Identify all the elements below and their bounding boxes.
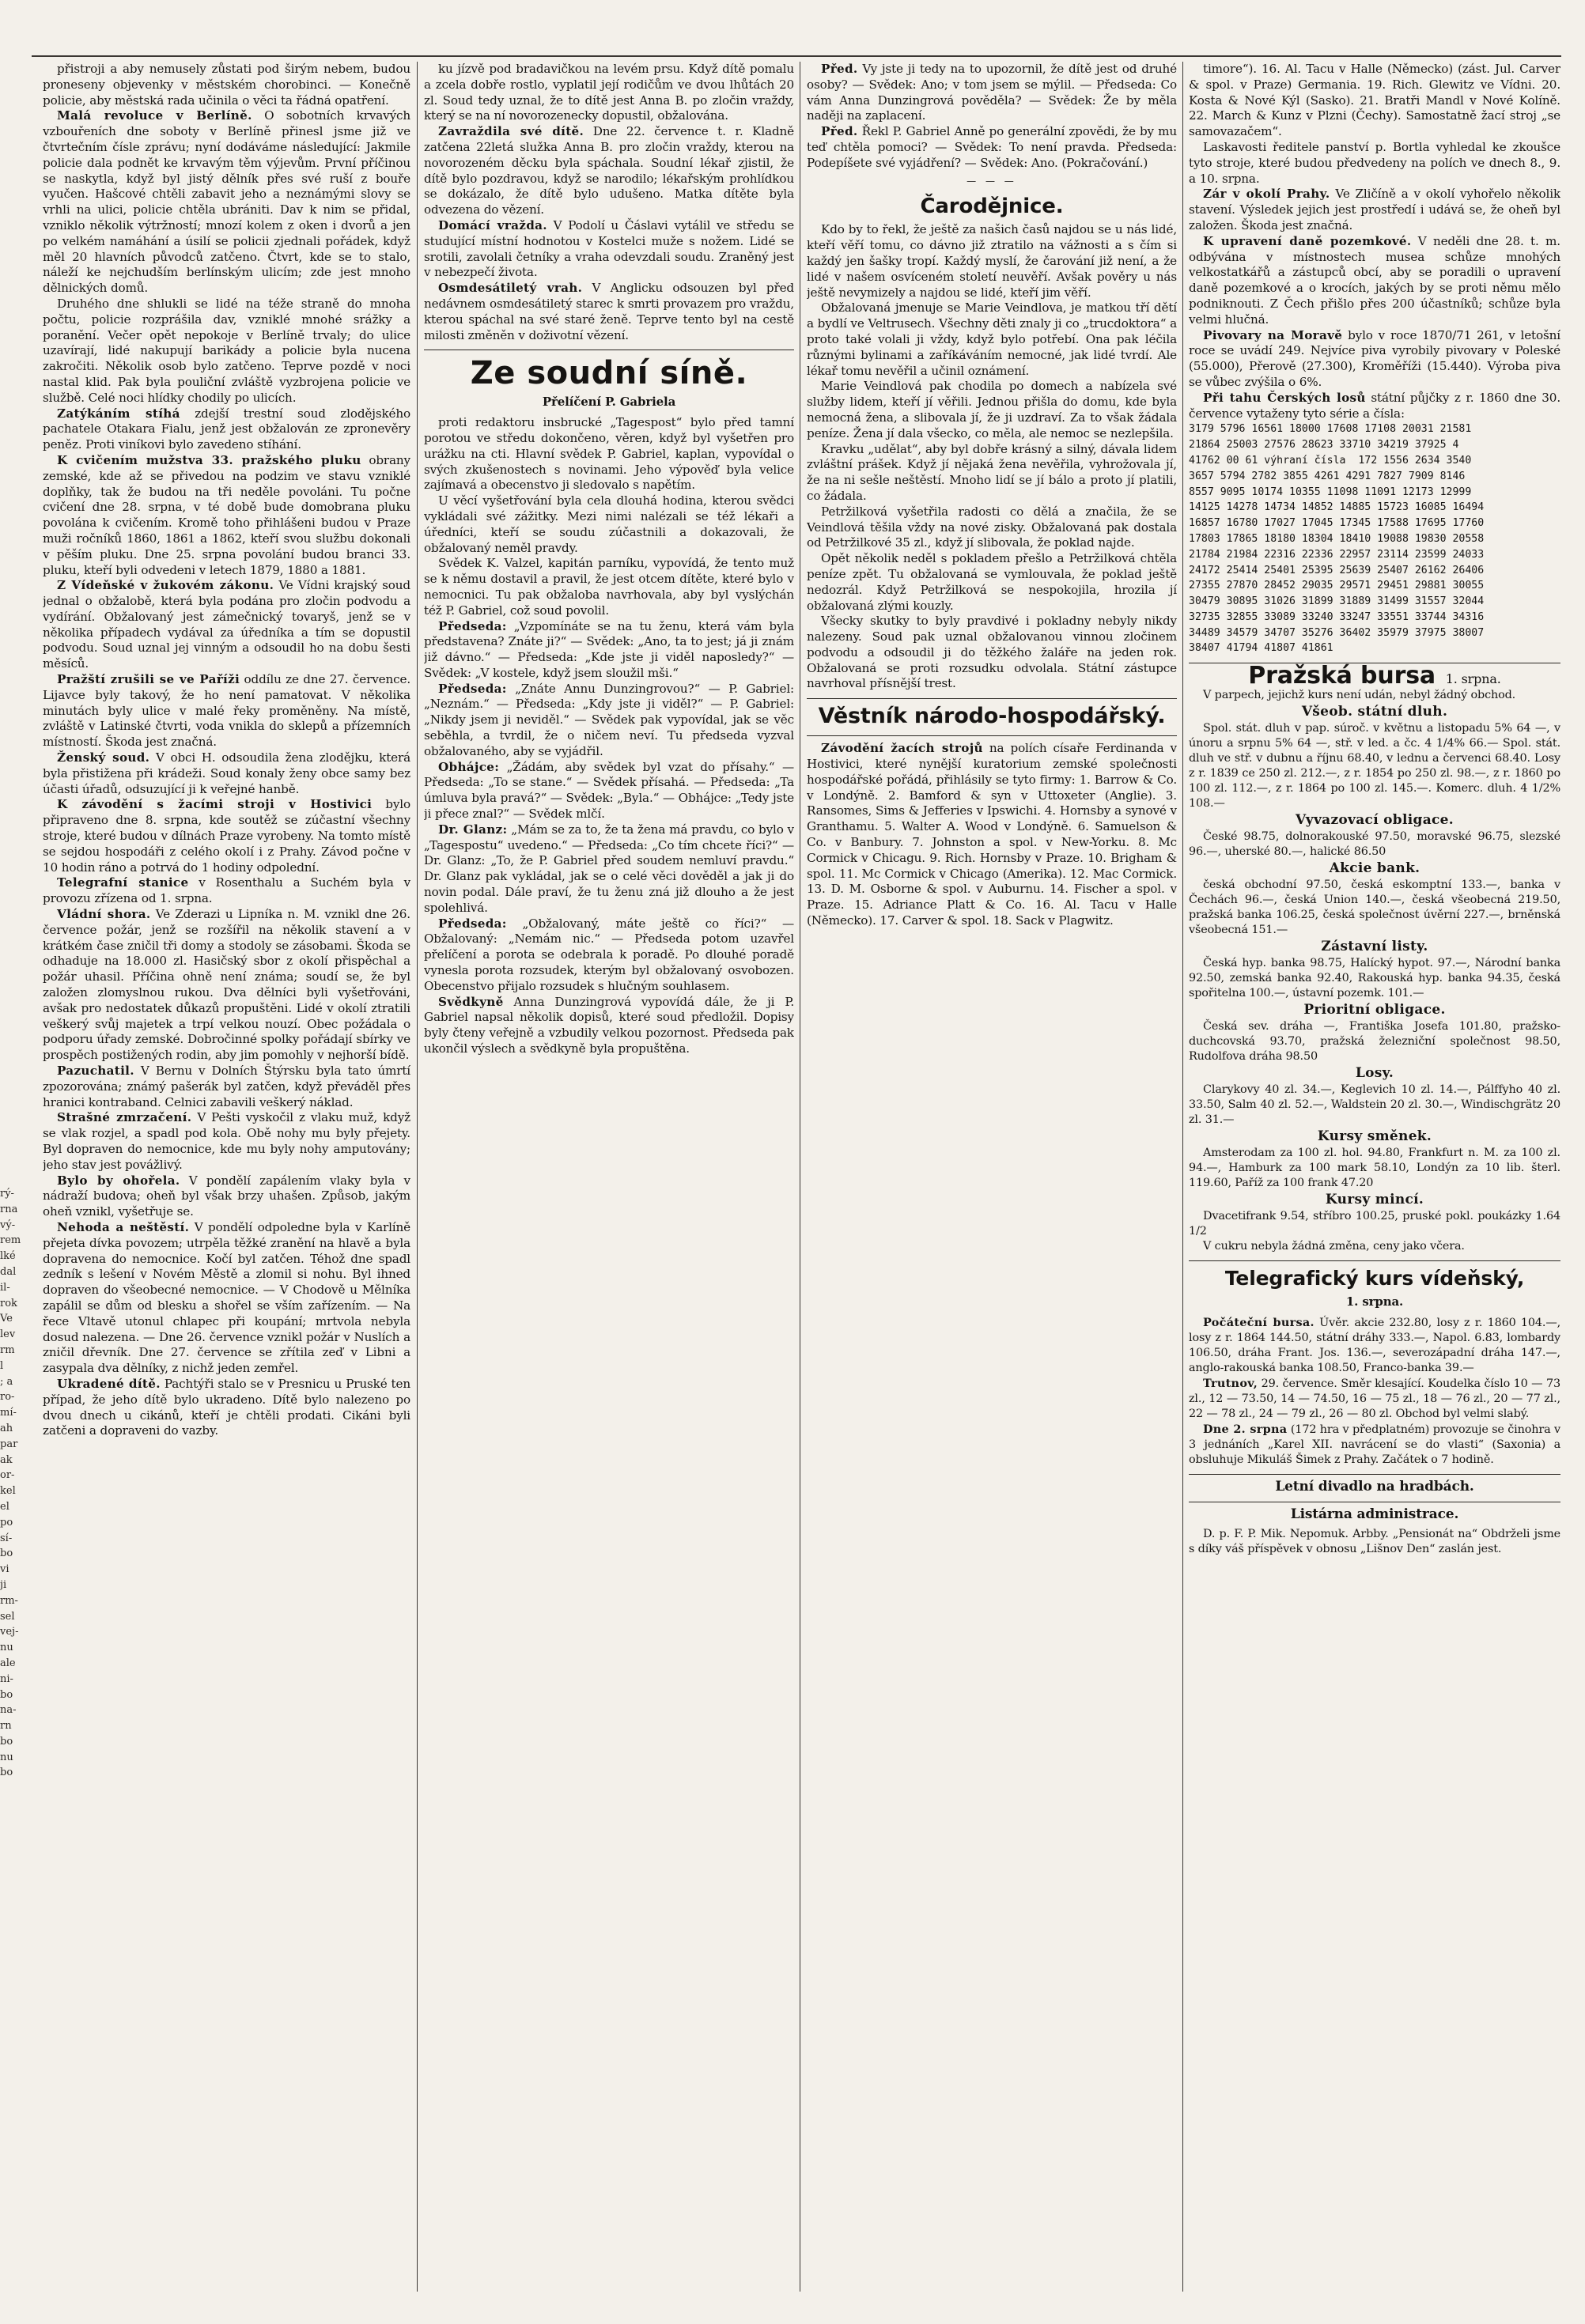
paragraph-text: Ve Zličíně a v okolí vyhořelo několik stavení. Výsledek jejich jest prostředí i udává se, že oheň byl založen. Škoda jest značná. <box>1189 187 1560 232</box>
paragraph-keyword: Dr. Glanz: <box>438 822 508 837</box>
section-rule <box>807 735 1177 736</box>
theatre-heading: Letní divadlo na hradbách. <box>1275 1478 1474 1495</box>
news-paragraph <box>424 218 794 281</box>
news-paragraph <box>807 614 1177 692</box>
bursa-section-text: Česká sev. dráha —, Františka Josefa 101.80, pražsko-duchcovská 93.70, pražská železniční společnost 98.50, Rudolfova dráha 98.50 <box>1189 1020 1560 1064</box>
court-heading: Ze soudní síně. <box>470 355 748 392</box>
paragraph-keyword: Předseda: <box>438 618 507 633</box>
news-paragraph <box>43 62 410 108</box>
news-paragraph <box>807 551 1177 614</box>
paragraph-keyword: Závodění žacích strojů <box>821 741 983 756</box>
news-paragraph <box>424 760 794 822</box>
bursa-section-text: Clarykovy 40 zl. 34.—, Keglevich 10 zl. 14.—, Pálffyho 40 zl. 33.50, Salm 40 zl. 52.—, Waldstein 20 zl. 30.—, Windischgrätz 20 zl. 31.— <box>1189 1083 1560 1127</box>
paragraph-text: „Žádám, aby svědek byl vzat do přísahy.“ — Předseda: „To se stane.“ — Svědek přísahá. — Předseda: „Ta úmluva byla pravá?“ — Svědek: „Byla.“ — Obhájce: „Tedy jste ji přece znal?“ — Svědek mlčí. <box>424 759 794 822</box>
paragraph-text: proti redaktoru insbrucké „Tagespost“ bylo před tamní porotou ve středu dokončeno, věren, když byl vyšetřen pro urážku na cti. Hlavní svědek P. Gabriel, kaplan, vypovídal o svých zkušenostech s novinami. Jeho výpověď byla velice zajímavá a obecenstvo ji sledovalo s napětím. <box>424 415 794 493</box>
section-rule <box>1189 1260 1560 1261</box>
economy-article <box>807 741 1177 929</box>
news-paragraph <box>807 504 1177 551</box>
news-paragraph <box>43 875 410 907</box>
economy-heading: Věstník národo-hospodářský. <box>818 704 1166 729</box>
paragraph-keyword: Před. <box>821 124 858 139</box>
news-paragraph <box>43 1110 410 1173</box>
news-paragraph <box>43 797 410 875</box>
bursa-section-title: Akcie bank. <box>1329 860 1420 877</box>
paragraph-keyword: Pražští zrušili se ve Paříži <box>57 672 240 687</box>
news-paragraph <box>43 672 410 750</box>
news-paragraph <box>43 1220 410 1377</box>
bursa-title-row <box>1189 662 1560 690</box>
bursa-section-title: Všeob. státní dluh. <box>1301 704 1448 720</box>
paragraph-text: V Podolí u Čáslavi vytálil ve středu se studující místní hodnotou v Kostelci muže s nožem. Lidé se srotili, zavolali četníky a vraha odevzdali soudu. Zraněný jest v nebezpečí života. <box>424 217 794 280</box>
paragraph-text: Úvěr. akcie 232.80, losy z r. 1860 104.—, losy z r. 1864 144.50, státní dráhy 333.—, Napol. 6.83, lombardy 106.50, dráha Frant. Jos. 136.—, severozápadní dráha 147.—, anglo-rakouská banka 108.50, Franco-banka 39.— <box>1189 1316 1560 1374</box>
paragraph-keyword: Pazuchatil. <box>57 1064 134 1078</box>
news-paragraph <box>1189 328 1560 391</box>
paragraph-keyword: Zatýkáním stíhá <box>57 406 180 421</box>
news-paragraph <box>424 62 794 124</box>
paragraph-keyword: Telegrafní stanice <box>57 875 189 890</box>
news-paragraph <box>43 1173 410 1220</box>
news-paragraph <box>43 297 410 406</box>
paragraph-keyword: Trutnov, <box>1203 1376 1258 1390</box>
paragraph-text: na polích císaře Ferdinanda v Hostivici, které nynější kuratorium zemské společnosti hospodářské pořádá, přihlásily se tyto firmy: 1. Barrow & Co. v Londýně. 2. Bamford & syn v Uttoxeter (Anglie). 3. Ransomes, Sims & Jefferies v Ipswichi. 4. Hornsby a synové v Granthamu. 5. Walter A. Wood v Londýně. 6. Samuelson & Co. v Banbury. 7. Johnston a spol. v New-Yorku. 8. Mc Cormick v Chicagu. 9. Rich. Hornsby v Praze. 10. Brigham & spol. 11. Mc Cormick v Chicago (Amerika). 12. Mac Cormick. 13. D. M. Osborne & spol. v Auburnu. 14. Fischer a spol. v Praze. 15. Adriance Platt & Co. 16. Al. Tacu v Halle (Německo). 17. Carver & spol. 18. Sack v Plagwitz. <box>807 741 1177 928</box>
paragraph-text: Ve Zderazi u Lipníka n. M. vznikl dne 26. července požár, jenž se rozšířil na několik stavení a v krátkém čase zničil tři domy a stodoly se zásobami. Škoda se odhaduje na 18.000 zl. Hasičský sbor z okolí přispěchal a požár uhasil. Příčina ohně není známa; soudí se, že byl založen zlomyslnou rukou. Dva dělníci byli vyšetřováni, avšak pro nedostatek důkazů propuštěni. Lidé v okolí ztratili veškerý svůj majetek a trpí velkou nouzí. Obec požádala o podporu úřady zemské. Dobročinné spolky pořádají sbírky ve prospěch postižených rodin, aby jim pomohly v nejhorší bídě. <box>43 907 410 1063</box>
news-paragraph <box>807 379 1177 441</box>
paragraph-text: ku jízvě pod bradavičkou na levém prsu. Když dítě pomalu a zcela dobře rostlo, vyplatil její rodičům ve dvou lhůtách 20 zl. Soud tedy uznal, že to dítě jest Anna B. po zločin vraždy, který se na ní novorozenecky dopustil, obžalována. <box>424 62 794 123</box>
section-rule <box>807 698 1177 699</box>
column-rule-1 <box>417 62 418 2292</box>
news-paragraph <box>43 108 410 297</box>
paragraph-text: Druhého dne shlukli se lidé na téže straně do mnoha počtu, policie rozprášila dav, vzniklé mnohé srážky a poranění. Večer opět nepokoje v Berlíně trvaly; do ulice uzavírají, lidé nakupují barikády a policie byla nucena zakročiti. Několik osob bylo zatčeno. Teprve pozdě v noci nastal klid. Pak byla pouliční zvláště vyzbrojena policie ve službě. Celé noci hlídky chodily po ulicích. <box>43 296 410 405</box>
paragraph-keyword: Malá revoluce v Berlíně. <box>57 108 252 123</box>
paragraph-keyword: Svědkyně <box>438 994 504 1009</box>
paragraph-keyword: Při tahu Čerských losů <box>1203 390 1366 405</box>
paragraph-text: V Pešti vyskočil z vlaku muž, když se vlak rozjel, a spadl pod kola. Obě nohy mu byly přejety. Byl dopraven do nemocnice, kde mu byly nohy amputovány; jeho stav jest povážlivý. <box>43 1110 410 1172</box>
paragraph-text: V Bernu v Dolních Štýrsku byla tato úmrtí zpozorována; známý pašerák byl zatčen, když převáděl přes hranici kontraband. Celnici zabavili veškerý náklad. <box>43 1064 410 1109</box>
paragraph-text: Vy jste ji tedy na to upozornil, že dítě jest od druhé osoby? — Svědek: Ano; v tom jsem se mýlil. — Předseda: Co vám Anna Dunzingrová pověděla? — Svědek: Že by měla naději na zaplacení. <box>807 62 1177 123</box>
news-paragraph <box>1189 1315 1560 1376</box>
column-3 <box>807 62 1177 2292</box>
news-paragraph <box>424 493 794 556</box>
news-paragraph <box>424 619 794 682</box>
paragraph-keyword: Osmdesátiletý vrah. <box>438 281 583 296</box>
paragraph-keyword: Předseda: <box>438 916 507 931</box>
news-paragraph <box>807 222 1177 300</box>
lottery-numbers: 3179 5796 16561 18000 17608 17108 20031 21581 21864 25003 27576 28623 33710 34219 37925 4 41762 00 61 výhraní čísla 172 1556 2634 3540 3657 5794 2782 3855 4261 4291 7827 7909 8146 8557 9095 10174 10355 11098 11091 12173 12999 14125 14278 14734 14852 14885 15723 16085 16494 16857 16780 17027 17045 17345 17588 17695 17760 17803 17865 18180 18304 18410 19088 19830 20558 21784 21984 22316 22336 22957 23114 23599 24033 24172 25414 25401 25395 25639 25407 26162 26406 27355 27870 28452 29035 29571 29451 29881 30055 30479 30895 31026 31899 31889 31499 31557 32044 32735 32855 33089 33240 33247 33551 33744 34316 34489 34579 34707 35276 36402 35979 37975 38007 38407 41794 41807 41861 <box>1189 423 1485 655</box>
news-paragraph <box>424 995 794 1057</box>
telegraph-heading: Telegrafický kurs vídeňský, <box>1224 1267 1525 1290</box>
paragraph-keyword: Předseda: <box>438 681 507 696</box>
bursa-listing <box>1189 705 1560 1239</box>
paragraph-keyword: K upravení daně pozemkové. <box>1203 233 1412 248</box>
news-paragraph <box>43 453 410 578</box>
paragraph-keyword: Počáteční bursa. <box>1203 1315 1315 1329</box>
paragraph-keyword: Pivovary na Moravě <box>1203 327 1343 342</box>
section-rule <box>1189 1474 1560 1475</box>
paragraph-text: 29. července. Směr klesající. Koudelka číslo 10 — 73 zl., 12 — 73.50, 14 — 74.50, 16 — 75 zl., 18 — 76 zl., 20 — 77 zl., 22 — 78 zl., 24 — 79 zl., 26 — 80 zl. Obchod byl velmi slabý. <box>1189 1377 1560 1420</box>
paragraph-text: Kravku „udělat“, aby byl dobře krásný a silný, dávala lidem zvláštní prášek. Když jí nějaká žena nevěřila, vyhrožovala jí, že na ni sešle neštěstí. Mnoho lidí se jí bálo a proto jí platili, co žádala. <box>807 441 1177 503</box>
paragraph-text: v Rosenthalu a Suchém byla v provozu zřízena od 1. srpna. <box>43 875 410 906</box>
bursa-section-title: Losy. <box>1355 1065 1394 1082</box>
paragraph-text: „Mám se za to, že ta žena má pravdu, co bylo v „Tagespostu“ uvedeno.“ — Předseda: „Co tím chcete říci?“ — Dr. Glanz: „To, že P. Gabriel před soudem nemluví pravdu.“ Dr. Glanz pak vykládal, jak se o celé věci dověděl a jak ji do novin podal. Dále praví, že tu ženu zná již dlouho a že jest spolehlivá. <box>424 822 794 915</box>
paragraph-keyword: Ženský soud. <box>57 750 150 765</box>
news-paragraph <box>43 1064 410 1110</box>
news-paragraph <box>1189 1422 1560 1468</box>
news-paragraph <box>424 822 794 916</box>
admin-heading: Listárna administrace. <box>1290 1506 1459 1522</box>
paragraph-keyword: Nehoda a neštěstí. <box>57 1219 190 1234</box>
bursa-section-text: Dvacetifrank 9.54, stříbro 100.25, pruské pokl. poukázky 1.64 1/2 <box>1189 1210 1560 1238</box>
bursa-date: 1. srpna. <box>1445 671 1501 687</box>
column-2-news <box>424 62 794 343</box>
paragraph-text: Svědek K. Valzel, kapitán parníku, vypovídá, že tento muž se k němu dostavil a pravil, že jest otcem dítěte, které bylo v nemocnici. Tu pak obžaloba navrhovala, aby byl vyslýchán též P. Gabriel, což soud povolil. <box>424 556 794 618</box>
paragraph-text: Anna Dunzingrová vypovídá dále, že ji P. Gabriel napsal několik dopisů, které soud předložil. Dopisy byly čteny veřejně a vzbudily velkou pozornost. Předseda pak ukončil výslech a svědkyně byla propuštěna. <box>424 994 794 1056</box>
news-paragraph <box>807 300 1177 379</box>
news-paragraph <box>424 916 794 995</box>
news-paragraph <box>43 907 410 1064</box>
paragraph-text: Kdo by to řekl, že ještě za našich časů najdou se u nás lidé, kteří věří tomu, co dávno již ztratilo na vážnosti a s čím si každý jen šašky tropí. Každý myslí, že čarování již není, a že lidé v našem osvíceném století neuvěří. Avšak pověry u nás ještě nevymizely a najdou se lidé, kteří jim věří. <box>807 222 1177 300</box>
bursa-section-text: Amsterodam za 100 zl. hol. 94.80, Frankfurt n. M. za 100 zl. 94.—, Hamburk za 100 mark 58.10, Londýn za 10 lib. šterl. 119.60, Paříž za 100 frank 47.20 <box>1189 1147 1560 1190</box>
paragraph-text: oddílu ze dne 27. července. Lijavce byly takový, že ho není pamatovat. V několika minutách byly ulice v malé řeky proměněny. Na místě, zvláště v Latinské čtvrti, voda vnikla do sklepů a přízemních místností. Škoda jest značná. <box>43 672 410 750</box>
paragraph-text: přistroji a aby nemusely zůstati pod širým nebem, budou proneseny objevenky v městském chorobinci. — Konečně policie, aby městská rada učinila o věci ta řádná opatření. <box>43 62 410 108</box>
court-subheading: Přelíčení P. Gabriela <box>542 395 676 410</box>
paragraph-keyword: Obhájce: <box>438 759 500 774</box>
paragraph-text: O sobotních krvavých vzbouřeních dne soboty v Berlíně přinesl jsme již ve čtvrtečním čísle zprávu; nyní dodáváme následující: Jakmile policie dala podnět ke krvavým těm výjevům. První příčinou se naskytla, když byl jistý dělník přes své ruší z bouře vyučen. Hašcové chtěli zabavit jeho a neznámými slovy se vrhli na ulici, policie chtěla ubrániti. Dav k nim se přidal, vzniklo několik výtržností; mnozí kolem z oken i dvorů a jen po velkém namáhání a úsilí se policii zjednali pořádek, když měl 20 hlavních původců zatčeno. Čtvrt, kde se to stalo, náleží ke nejchudším berlínským ulicím; zde jest mnoho dělnických domů. <box>43 108 410 296</box>
paragraph-text: bylo připraveno dne 8. srpna, kde soutěž se zúčastní všechny stroje, které budou v dílnách Praze vyrobeny. Na tomto místě se sejdou hospodáři z celého okolí i z Prahy. Závod počne v 10 hodin ráno a potrvá do 1 hodiny odpolední. <box>43 797 410 875</box>
news-paragraph <box>43 578 410 672</box>
paragraph-keyword: Bylo by ohořela. <box>57 1173 180 1188</box>
paragraph-text: V neděli dne 28. t. m. odbývána v místnostech musea schůze mnohých velkostatkářů a zástupců obcí, aby se poradili o upravení daně pozemkové a o krocích, jakých by se proti němu mělo podniknouti. Z Čech přišlo přes 200 účastníků; schůze byla velmi hlučná. <box>1189 233 1560 327</box>
admin-text: D. p. F. P. Mik. Nepomuk. Arbby. „Pensionát na“ Obdrželi jsme s díky váš příspěvek v obnosu „Lišnov Den“ zaslán jest. <box>1189 1528 1560 1556</box>
telegraph-article <box>1189 1315 1560 1468</box>
bursa-intro: V parpech, jejichž kurs není udán, nebyl žádný obchod. <box>1203 689 1516 702</box>
news-paragraph <box>1189 187 1560 233</box>
paragraph-text: timore“). 16. Al. Tacu v Halle (Německo) (zást. Jul. Carver & spol. v Praze) Germania. 19. Rich. Glewitz ve Vídni. 20. Kosta & Nové Kýl (Sasko). 21. Bratři Mandl v Nové Kolíně. 22. March & Kunz v Plzni (Čechy). Samostatně žací stroj „se samovazačem“. <box>1189 62 1560 139</box>
bursa-section-text: České 98.75, dolnorakouské 97.50, moravské 96.75, slezské 96.—, uherské 80.—, halické 86.50 <box>1189 830 1560 859</box>
news-paragraph <box>424 556 794 618</box>
news-paragraph <box>1189 234 1560 328</box>
paragraph-text: V obci H. odsoudila žena zlodějku, která byla přistižena při krádeži. Soud konaly ženy obce samy bez účasti úřadů, odsuzující ji k veřejné hanbě. <box>43 750 410 796</box>
news-paragraph <box>424 124 794 218</box>
news-paragraph <box>1189 62 1560 140</box>
witch-article <box>807 222 1177 692</box>
paragraph-keyword: Domácí vražda. <box>438 217 547 232</box>
paragraph-text: zdejší trestní soud zlodějského pachatele Otakara Fialu, jenž jest obžalován ze zpronevěry peněz. Proti viníkovi bylo zavedeno stíhání. <box>43 406 410 452</box>
bursa-section-text: Česká hyp. banka 98.75, Halícký hypot. 97.—, Národní banka 92.50, zemská banka 92.40, Rakouská hyp. banka 94.35, česká spořitelna 100.—, ústavní pozemk. 101.— <box>1189 957 1560 1000</box>
column-1 <box>43 62 410 2292</box>
paragraph-keyword: Zár v okolí Prahy. <box>1203 187 1330 202</box>
bursa-section-text: Spol. stát. dluh v pap. súroč. v květnu a listopadu 5% 64 —, v únoru a srpnu 5% 64 —, stř. v led. a čc. 4 1/4% 66.— Spol. stát. dluh ve stř. v dubnu a říjnu 68.40, v lednu a červenci 68.40. Losy z r. 1839 ce 250 zl. 212.—, z r. 1854 po 250 zl. 98.—, z r. 1860 po 100 zl. 112.—, z r. 1864 po 100 zl. 145.—. Komerc. dluh. 4 1/2% 108.— <box>1189 722 1560 811</box>
news-paragraph <box>424 682 794 760</box>
paragraph-text: Petržilková vyšetřila radosti co dělá a značila, že se Veindlová těšila vždy na nové zisky. Obžalovaná pak dostala od Petržilkové 35 zl., když jí slibovala, že poklad najde. <box>807 504 1177 550</box>
news-paragraph <box>807 124 1177 171</box>
paragraph-text: V Anglicku odsouzen byl před nedávnem osmdesátiletý starec k smrti provazem pro vraždu, kterou spáchal na své staré ženě. Teprve tento byl na cestě milosti změněn v doživotní vězení. <box>424 281 794 342</box>
paragraph-text: „Vzpomínáte se na tu ženu, která vám byla představena? Znáte ji?“ — Svědek: „Ano, ta to jest; já ji znám již dávno.“ — Předseda: „Kde jste ji viděl naposledy?“ — Svědek: „V kostele, když jsem sloužil mši.“ <box>424 618 794 680</box>
paragraph-keyword: Z Vídeňské v žukovém zákonu. <box>57 578 274 593</box>
paragraph-keyword: Dne 2. srpna <box>1203 1422 1288 1436</box>
news-paragraph <box>424 415 794 493</box>
paragraph-keyword: Zavraždila své dítě. <box>438 124 584 139</box>
paragraph-text: „Obžalovaný, máte ještě co říci?“ — Obžalovaný: „Nemám nic.“ — Předseda potom uzavřel přelíčení a porota se odebrala k poradě. Po dlouhé poradě vynesla porota rozsudek, kterým byl obžalovaný osvobozen. Obecenstvo přijalo rozsudek s hlučným souhlasem. <box>424 916 794 993</box>
paragraph-text: U věcí vyšetřování byla cela dlouhá hodina, kterou svědci vykládali své zážitky. Mezi nimi nalézali se též lékaři a úředníci, kteří se soudu zúčastnili a dokazovali, že obžalovaný neměl pravdy. <box>424 493 794 555</box>
news-paragraph <box>43 406 410 453</box>
paragraph-text: (172 hra v předplatném) provozuje se činohra v 3 jednáních „Karel XII. navrácení se do vlasti“ (Saxonia) a obsluhuje Mikuláš Šimek z Prahy. Začátek o 7 hodině. <box>1189 1423 1560 1466</box>
news-paragraph <box>1189 140 1560 187</box>
bursa-note: V cukru nebyla žádná změna, ceny jako včera. <box>1203 1240 1465 1253</box>
top-rule <box>32 55 1561 57</box>
paragraph-text: „Znáte Annu Dunzingrovou?“ — P. Gabriel: „Neznám.“ — Předseda: „Kdy jste ji viděl?“ — P. Gabriel: „Nikdy jsem ji neviděl.“ — Svědek pak vypovídal, jak se věc seběhla, a tvrdil, že o ničem neví. Tu předseda vyzval obžalovaného, aby se vyjádřil. <box>424 681 794 758</box>
paragraph-text: Všecky skutky to byly pravdivé i pokladny nebyly nikdy nalezeny. Soud pak uznal obžalovanou vinnou zločinem podvodu a odsoudil ji do těžkého žaláře na jeden rok. Obžalovaná se proti rozsudku odvolala. Státní zástupce navrhoval přísnější trest. <box>807 614 1177 691</box>
news-paragraph <box>424 281 794 343</box>
news-paragraph <box>43 750 410 797</box>
paragraph-text: Pachtýři stalo se v Presnicu u Pruské ten případ, že jeho dítě bylo ukradeno. Dítě bylo nalezeno po dvou dnech u cikánů, kteří je chtěli prodati. Cikáni byli zatčeni a dopraveni do vazby. <box>43 1376 410 1438</box>
news-paragraph <box>807 62 1177 124</box>
news-paragraph <box>807 442 1177 504</box>
column-2 <box>424 62 794 2292</box>
bursa-section-title: Prioritní obligace. <box>1303 1002 1446 1018</box>
column-4 <box>1189 62 1560 2292</box>
paragraph-text: V pondělí odpoledne byla v Karlíně přejeta dívka povozem; utrpěla těžké zranění na hlavě a byla dopravena do nemocnice. Kočí byl zatčen. Téhož dne spadl zedník s lešení v Novém Městě a zlomil si nohu. Byl ihned dopraven do všeobecné nemocnice. — V Chodově u Mělníka zapálil se dům od blesku a shořel se vším zařízením. — Na řece Vltavě utonul chlapec při koupání; mrtvola nebyla dosud nalezena. — Dne 26. července vznikl požár v Nuslích a zničil dřevník. Dne 27. července se zřítila zeď v Libni a zasypala dva dělníky, z nichž jeden zemřel. <box>43 1219 410 1376</box>
bursa-section-text: česká obchodní 97.50, česká eskomptní 133.—, banka v Čechách 96.—, česká Union 140.—, česká všeobecná 219.50, pražská banka 106.25, česká společnost úvěrní 227.—, brněnská všeobecná 151.— <box>1189 879 1560 937</box>
paragraph-text: státní půjčky z r. 1860 dne 30. července vytaženy tyto série a čísla: <box>1189 390 1560 421</box>
bursa-heading: Pražská bursa <box>1248 662 1436 690</box>
paragraph-text: Laskavosti ředitele panství p. Bortla vyhledal ke zkoušce tyto stroje, které budou předvedeny na polích ve dnech 8., 9. a 10. srpna. <box>1189 139 1560 186</box>
paragraph-keyword: Ukradené dítě. <box>57 1376 161 1391</box>
paragraph-keyword: Vládní shora. <box>57 907 151 922</box>
paragraph-text: Ve Vídni krajský soud jednal o obžalobě, která byla podána pro zločin podvodu a vydírání. Obžalovaný jest zámečnický tovaryš, jenž se v několika případech vydával za úředníka a tím se dopustil podvodu. Soud uznal jej vinným a odsoudil ho na dobu šesti měsíců. <box>43 578 410 671</box>
paragraph-keyword: Před. <box>821 62 858 76</box>
witch-heading: Čarodějnice. <box>920 195 1064 219</box>
paragraph-text: V pondělí zapálením vlaky byla v nádraží budova; oheň byl však brzy uhašen. Způsob, jakým oheň vznikl, vyšetřuje se. <box>43 1173 410 1219</box>
bursa-section-title: Zástavní listy. <box>1321 939 1428 955</box>
bursa-section-title: Vyvazovací obligace. <box>1295 812 1454 829</box>
paragraph-text: Řekl P. Gabriel Anně po generální zpovědi, že by mu teď chtěla pomoci? — Svědek: To není pravda. Předseda: Podepíšete své vyjádření? — Svědek: Ano. (Pokračování.) <box>807 124 1177 170</box>
separator: — — — <box>967 175 1017 187</box>
bursa-section-title: Kursy mincí. <box>1325 1192 1424 1208</box>
column-3-court-continuation <box>807 62 1177 172</box>
paragraph-keyword: Strašné zmrzačení. <box>57 1110 192 1125</box>
paragraph-text: Obžalovaná jmenuje se Marie Veindlova, je matkou tří dětí a bydlí ve Veltrusech. Všechny děti znaly ji co „trucdoktora“ a proto také volali ji vždy, když bylo potřebí. Ona pak léčila různými bylinami a zaříkáváním nemocné, jak lidé tvrdí. Ale lékař tomu nevěřil a učinil oznámení. <box>807 300 1177 378</box>
news-paragraph <box>43 1377 410 1439</box>
telegraph-date: 1. srpna. <box>1345 1294 1404 1309</box>
paragraph-text: Dne 22. července t. r. Kladně zatčena 22letá služka Anna B. pro zločin vraždy, kterou na novorozeném děcku byla spáchala. Soudní lékař zjistil, že dítě bylo pozdravou, když se narodilo; lékařským prohlídkou se dokázalo, že dítě bylo udušeno. Matka dítěte byla odvezena do vězení. <box>424 124 794 217</box>
left-margin-fragment: rý- rna vý- rem lké dal il- rok Ve lev rm l ; a ro- mí- ah par ak or- kel el po sí- bo vi ji rm- sel vej- nu ale ni- bo na- rn bo nu bo <box>0 1188 21 1779</box>
paragraph-text: obrany zemské, kde až se přivedou na podzim ve stavu vzniklé doplňky, tak že budou na tři neděle povoláni. Tu počne cvičení dne 28. srpna, v té době bude domobrana pluku povolána k cvičením. Kromě toho přihlášeni budou v Praze muži ročníků 1860, 1861 a 1862, kteří svou službu dokonali v pěším pluku. Dne 25. srpna povolání budou branci 33. pluku, kteří byli odvedeni v letech 1879, 1880 a 1881. <box>43 452 410 577</box>
paragraph-text: bylo v roce 1870/71 261, v letošní roce se uvádí 249. Nejvíce piva vyrobily pivovary v Poleské (55.000), Přerově (27.300), Kroměříži (15.440). Výroba piva se vůbec zvýšila o 6%. <box>1189 327 1560 389</box>
paragraph-text: Opět několik neděl s pokladem přešlo a Petržilková chtěla peníze zpět. Tu obžalovaná se vymlouvala, že poklad ještě nedozrál. Když Petržilková se nespokojila, hrozila jí obžalovaná zlými kouzly. <box>807 551 1177 613</box>
news-paragraph <box>807 741 1177 929</box>
paragraph-text: Marie Veindlová pak chodila po domech a nabízela své služby lidem, kteří jí věřili. Jednou přišla do domu, kde byla nemocná žena, a slibovala jí, že ji uzdraví. Za to však žádala peníze. Žena jí dala všecko, co měla, ale nemoc se nezlepšila. <box>807 379 1177 440</box>
paragraph-keyword: K cvičením mužstva 33. pražského pluku <box>57 452 361 467</box>
court-article <box>424 415 794 1057</box>
column-4-news <box>1189 62 1560 421</box>
bursa-section-title: Kursy směnek. <box>1317 1128 1432 1145</box>
paragraph-keyword: K závodění s žacími stroji v Hostivici <box>57 797 373 812</box>
column-rule-3 <box>1182 62 1183 2292</box>
news-paragraph <box>1189 391 1560 422</box>
news-paragraph <box>1189 1376 1560 1422</box>
